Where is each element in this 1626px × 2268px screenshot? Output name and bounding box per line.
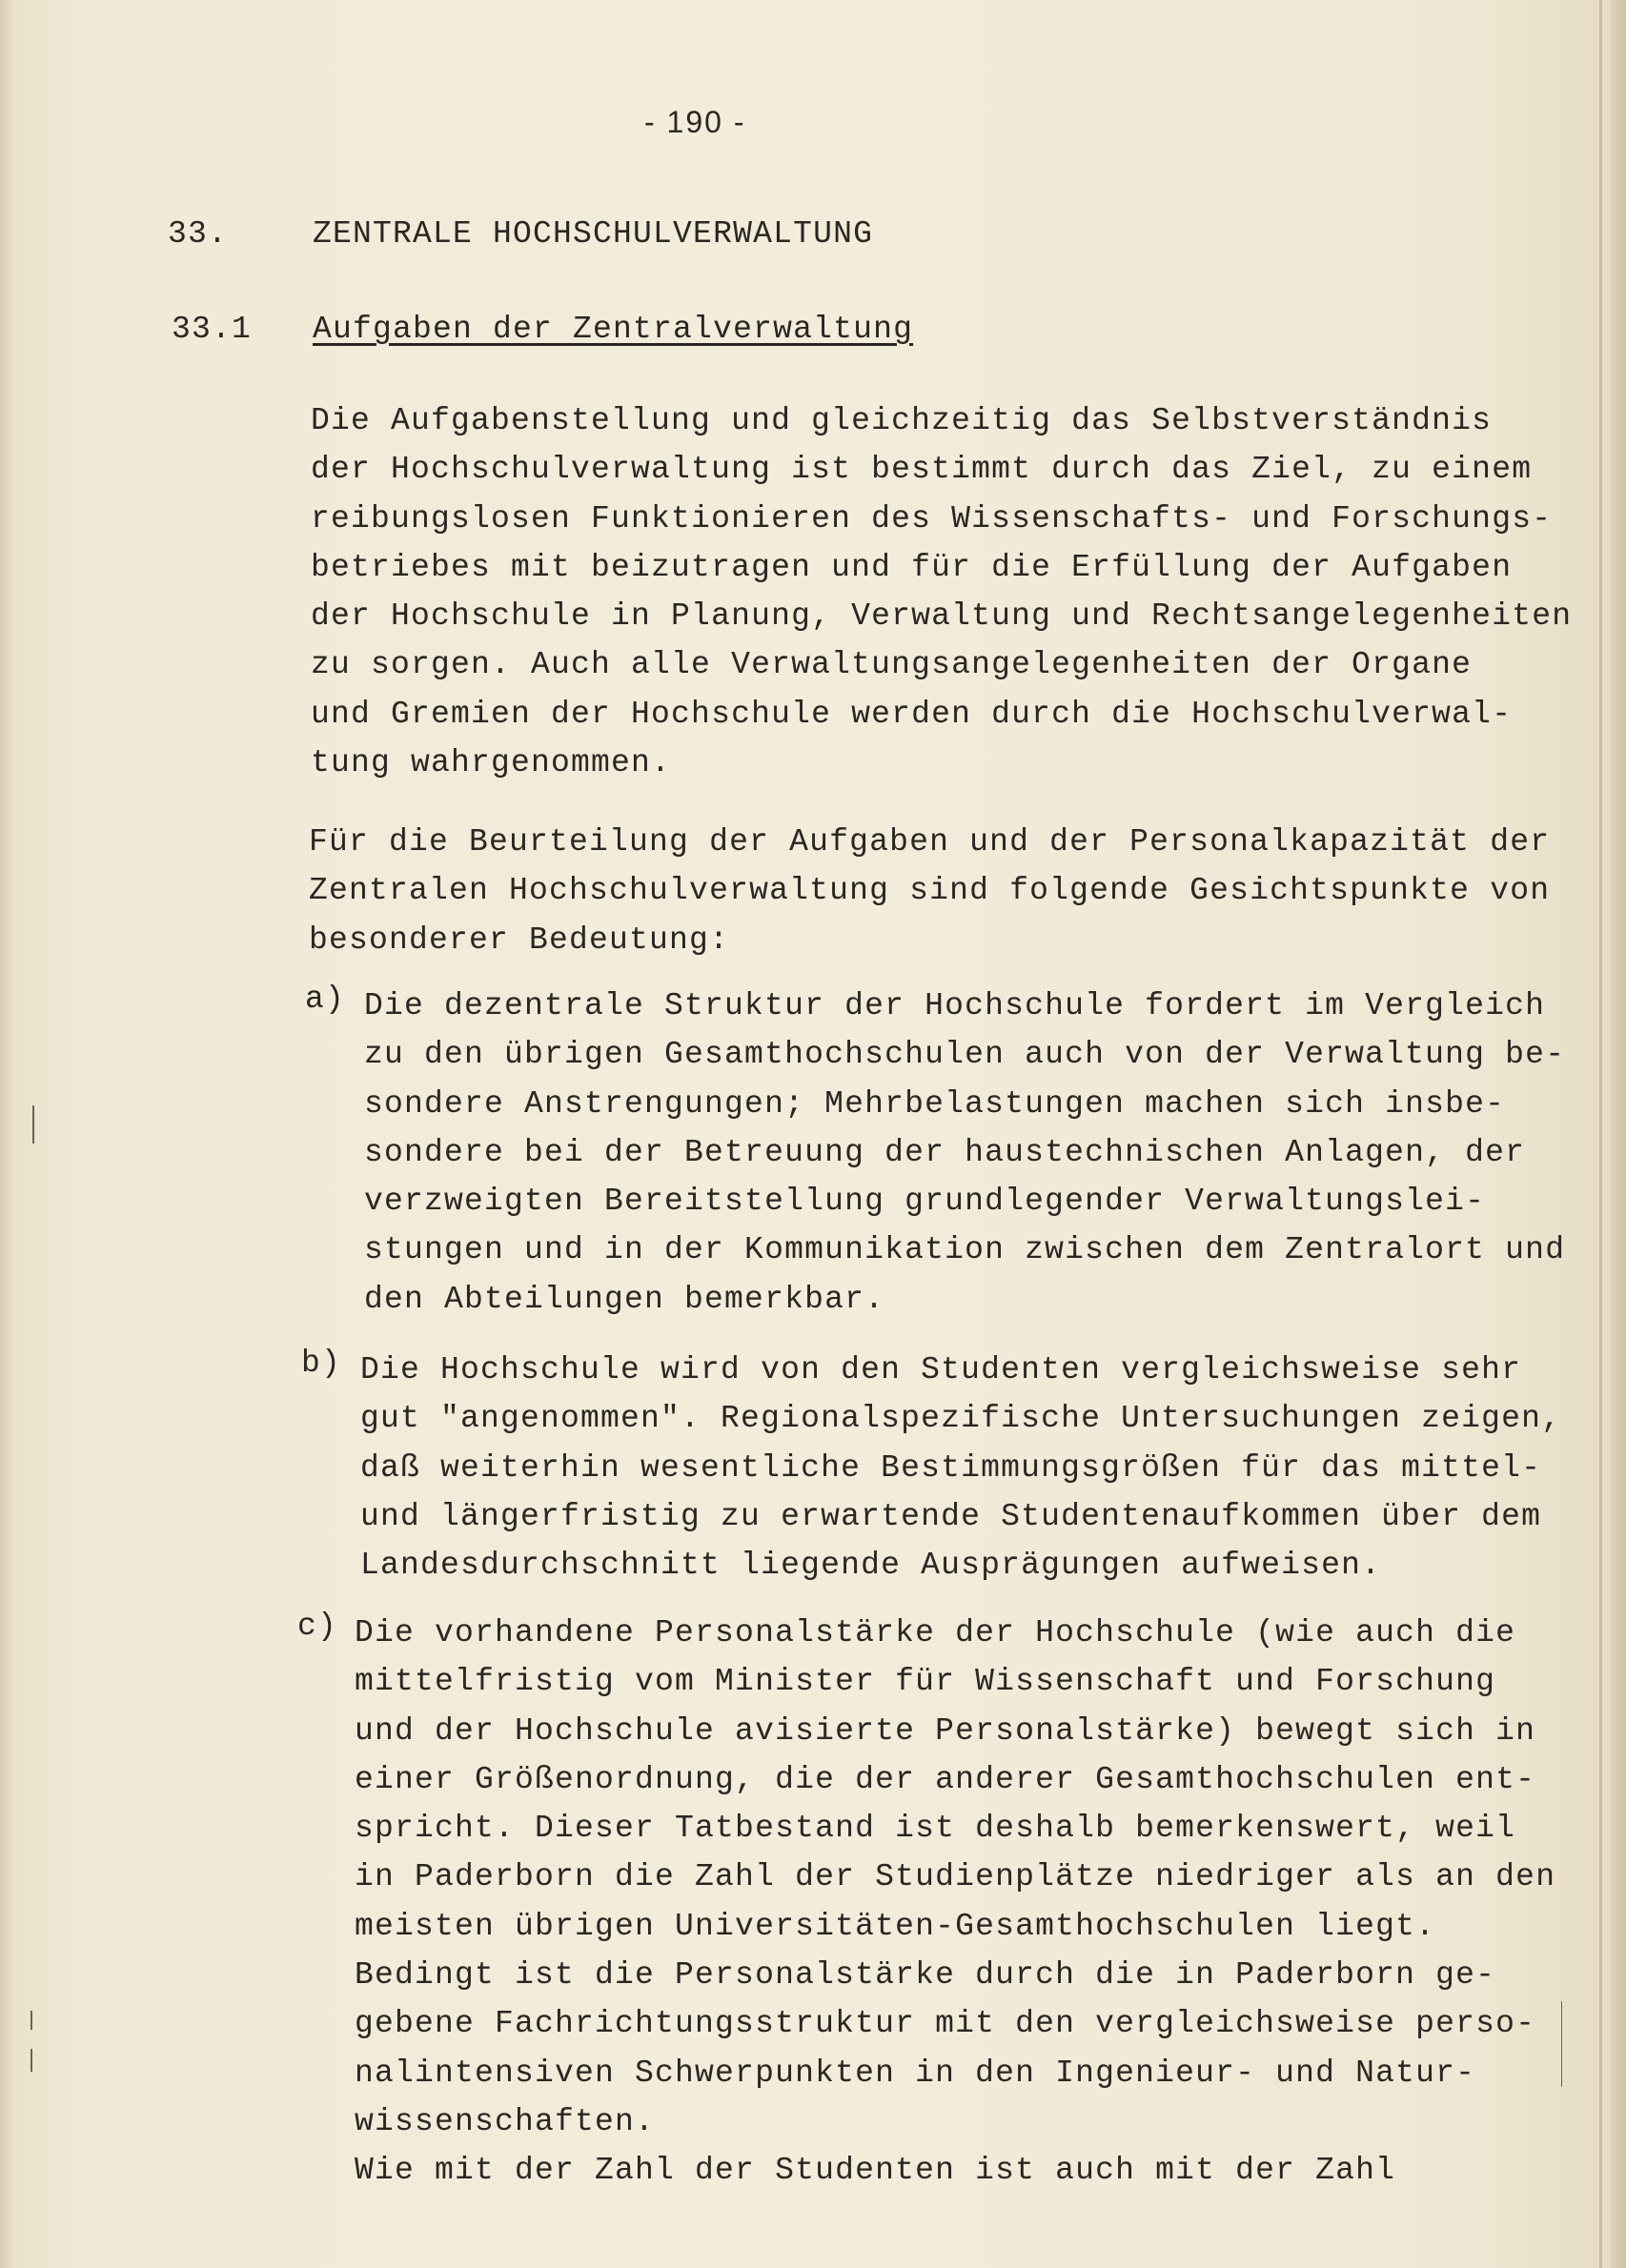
text-line: besonderer Bedeutung: bbox=[309, 921, 730, 958]
subsection-number: 33.1 bbox=[172, 312, 253, 347]
text-line: Die vorhandene Personalstärke der Hochschule (wie auch die bbox=[355, 1615, 1516, 1650]
item-label-b: b) bbox=[301, 1346, 342, 1381]
text-line: und der Hochschule avisierte Personalstärke) bewegt sich in bbox=[355, 1712, 1536, 1749]
text-line: sondere bei der Betreuung der haustechnischen Anlagen, der bbox=[364, 1134, 1526, 1170]
text-line: gut "angenommen". Regionalspezifische Untersuchungen zeigen, bbox=[360, 1401, 1562, 1437]
paragraph-intro bbox=[311, 396, 1572, 787]
text-line: verzweigten Bereitstellung grundlegender Verwaltungslei- bbox=[364, 1184, 1486, 1220]
item-label-c: c) bbox=[297, 1609, 338, 1644]
page-edge-left bbox=[0, 0, 13, 2268]
margin-mark bbox=[1561, 2001, 1562, 2087]
text-line: reibungslosen Funktionieren des Wissenschafts- und Forschungs- bbox=[311, 500, 1553, 537]
item-label-a: a) bbox=[305, 982, 346, 1017]
text-line: spricht. Dieser Tatbestand ist deshalb bemerkenswert, weil bbox=[355, 1811, 1516, 1847]
text-line: Wie mit der Zahl der Studenten ist auch mit der Zahl bbox=[355, 2153, 1396, 2189]
text-line: meisten übrigen Universitäten-Gesamthochschulen liegt. bbox=[355, 1908, 1436, 1944]
section-number: 33. bbox=[168, 216, 229, 252]
item-b-text bbox=[360, 1346, 1561, 1590]
section-title: ZENTRALE HOCHSCHULVERWALTUNG bbox=[313, 216, 874, 252]
text-line: tung wahrgenommen. bbox=[311, 745, 672, 781]
text-line: daß weiterhin wesentliche Bestimmungsgrößen für das mittel- bbox=[360, 1449, 1542, 1486]
item-a-text bbox=[364, 982, 1565, 1324]
margin-mark bbox=[32, 1105, 34, 1144]
text-line: zu sorgen. Auch alle Verwaltungsangelegenheiten der Organe bbox=[311, 647, 1473, 683]
margin-mark bbox=[30, 2011, 32, 2030]
text-line: den Abteilungen bemerkbar. bbox=[364, 1281, 885, 1317]
margin-mark bbox=[30, 2049, 32, 2072]
page-fold-line bbox=[1599, 0, 1602, 2268]
text-line: Die Hochschule wird von den Studenten vergleichsweise sehr bbox=[360, 1352, 1522, 1387]
text-line: nalintensiven Schwerpunkten in den Ingenieur- und Natur- bbox=[355, 2055, 1476, 2091]
text-line: gebene Fachrichtungsstruktur mit den vergleichsweise perso- bbox=[355, 2006, 1536, 2042]
text-line: und längerfristig zu erwartende Studentenaufkommen über dem bbox=[360, 1498, 1542, 1534]
text-line: und Gremien der Hochschule werden durch die Hochschulverwal- bbox=[311, 696, 1513, 732]
text-line: sondere Anstrengungen; Mehrbelastungen machen sich insbe- bbox=[364, 1085, 1506, 1122]
text-line: einer Größenordnung, die der anderer Gesamthochschulen ent- bbox=[355, 1761, 1536, 1797]
text-line: Bedingt ist die Personalstärke durch die in Paderborn ge- bbox=[355, 1957, 1496, 1994]
text-line: zu den übrigen Gesamthochschulen auch von der Verwaltung be- bbox=[364, 1037, 1566, 1073]
text-line: stungen und in der Kommunikation zwischen dem Zentralort und bbox=[364, 1232, 1566, 1268]
text-line: in Paderborn die Zahl der Studienplätze niedriger als an den bbox=[355, 1859, 1556, 1895]
text-line: der Hochschule in Planung, Verwaltung und Rechtsangelegenheiten bbox=[311, 598, 1573, 635]
text-line: Die dezentrale Struktur der Hochschule fordert im Vergleich bbox=[364, 988, 1546, 1023]
paragraph-criteria bbox=[309, 818, 1550, 964]
text-line: der Hochschulverwaltung ist bestimmt durch das Ziel, zu einem bbox=[311, 452, 1533, 488]
text-line: Zentralen Hochschulverwaltung sind folgende Gesichtspunkte von bbox=[309, 873, 1551, 909]
page-edge-right bbox=[1611, 0, 1626, 2268]
item-c-text bbox=[355, 1609, 1555, 2196]
text-line: Die Aufgabenstellung und gleichzeitig das Selbstverständnis bbox=[311, 403, 1493, 438]
page-number: - 190 - bbox=[644, 105, 746, 139]
text-line: Für die Beurteilung der Aufgaben und der Personalkapazität der bbox=[309, 824, 1551, 860]
text-line: Landesdurchschnitt liegende Ausprägungen aufweisen. bbox=[360, 1548, 1382, 1584]
text-line: wissenschaften. bbox=[355, 2103, 656, 2139]
text-line: betriebes mit beizutragen und für die Erfüllung der Aufgaben bbox=[311, 549, 1513, 585]
text-line: mittelfristig vom Minister für Wissenschaft und Forschung bbox=[355, 1664, 1496, 1700]
subsection-title: Aufgaben der Zentralverwaltung bbox=[313, 312, 914, 347]
